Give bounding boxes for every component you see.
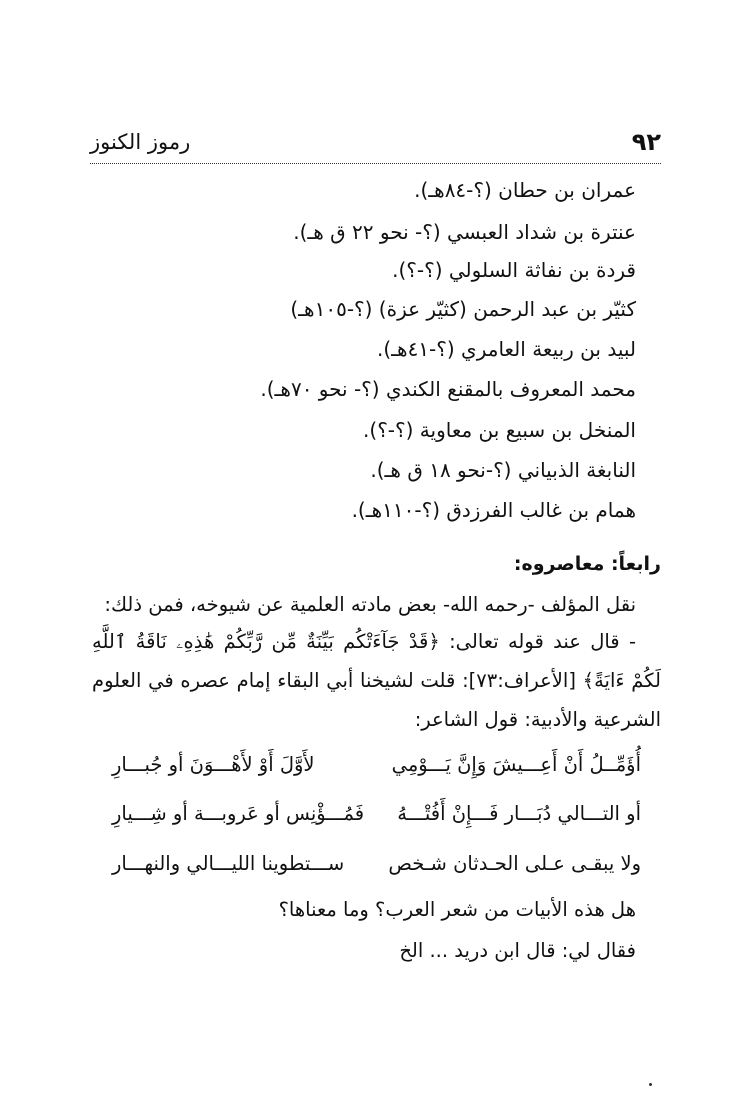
verse-first-hemistich: أو التـــالي دُبَـــار فَـــإِنْ أَفُتْـــهُ xyxy=(397,802,641,825)
ink-dot xyxy=(649,1083,652,1086)
page-number: ٩٢ xyxy=(631,128,661,156)
page-header xyxy=(90,128,661,164)
running-title: رموز الكنوز xyxy=(90,130,191,154)
verse-line xyxy=(112,852,641,886)
list-item: عنترة بن شداد العبسي (؟- نحو ٢٢ ق هـ). xyxy=(293,220,636,244)
paragraph-line: - قال عند قوله تعالى: ﴿قَدْ جَآءَتْكُم بَيِّنَةٌ مِّن رَّبِّكُمْ هَٰذِهِۦ نَاقَةُ ٱللَّهِ xyxy=(92,630,636,653)
verse-second-hemistich: فَمُـــؤْنِس أو عَروبـــة أو شِـــيارِ xyxy=(112,802,365,825)
verse-first-hemistich: أُؤَمِّــلُ أَنْ أَعِـــيشَ وَإِنَّ يَـــوْمِي xyxy=(391,753,641,776)
paragraph-line: نقل المؤلف -رحمه الله- بعض مادته العلمية عن شيوخه، فمن ذلك: xyxy=(104,593,636,616)
list-item: عمران بن حطان (؟-٨٤هـ). xyxy=(414,178,636,202)
list-item: كثيّر بن عبد الرحمن (كثيّر عزة) (؟-١٠٥هـ) xyxy=(290,297,636,321)
list-item: قردة بن نفاثة السلولي (؟-؟). xyxy=(392,258,636,282)
verse-second-hemistich: لأَوَّلَ أَوْ لأَهْـــوَنَ أو جُبـــارِ xyxy=(112,753,315,776)
verse-line xyxy=(112,802,641,836)
paragraph-line: لَكُمْ ءَايَةً﴾ [الأعراف:٧٣]: قلت لشيخنا أبي البقاء إمام عصره في العلوم xyxy=(92,669,661,692)
paragraph-line: هل هذه الأبيات من شعر العرب؟ وما معناها؟ xyxy=(278,898,636,921)
list-item: لبيد بن ربيعة العامري (؟-٤١هـ). xyxy=(376,337,636,361)
header-divider xyxy=(90,163,661,164)
section-heading: رابعاً: معاصروه: xyxy=(513,553,661,575)
list-item: محمد المعروف بالمقنع الكندي (؟- نحو ٧٠هـ). xyxy=(260,377,636,401)
list-item: المنخل بن سبيع بن معاوية (؟-؟). xyxy=(363,418,636,442)
paragraph-line: الشرعية والأدبية: قول الشاعر: xyxy=(414,708,661,731)
verse-line xyxy=(112,753,641,787)
paragraph-line: فقال لي: قال ابن دريد ... الخ xyxy=(399,939,636,962)
verse-second-hemistich: ســـتطوينا الليـــالي والنهـــار xyxy=(112,852,345,875)
verse-first-hemistich: ولا يبقـى عـلى الحـدثان شـخص xyxy=(388,852,641,875)
list-item: النابغة الذبياني (؟-نحو ١٨ ق هـ). xyxy=(370,458,636,482)
list-item: همام بن غالب الفرزدق (؟-١١٠هـ). xyxy=(351,498,636,522)
